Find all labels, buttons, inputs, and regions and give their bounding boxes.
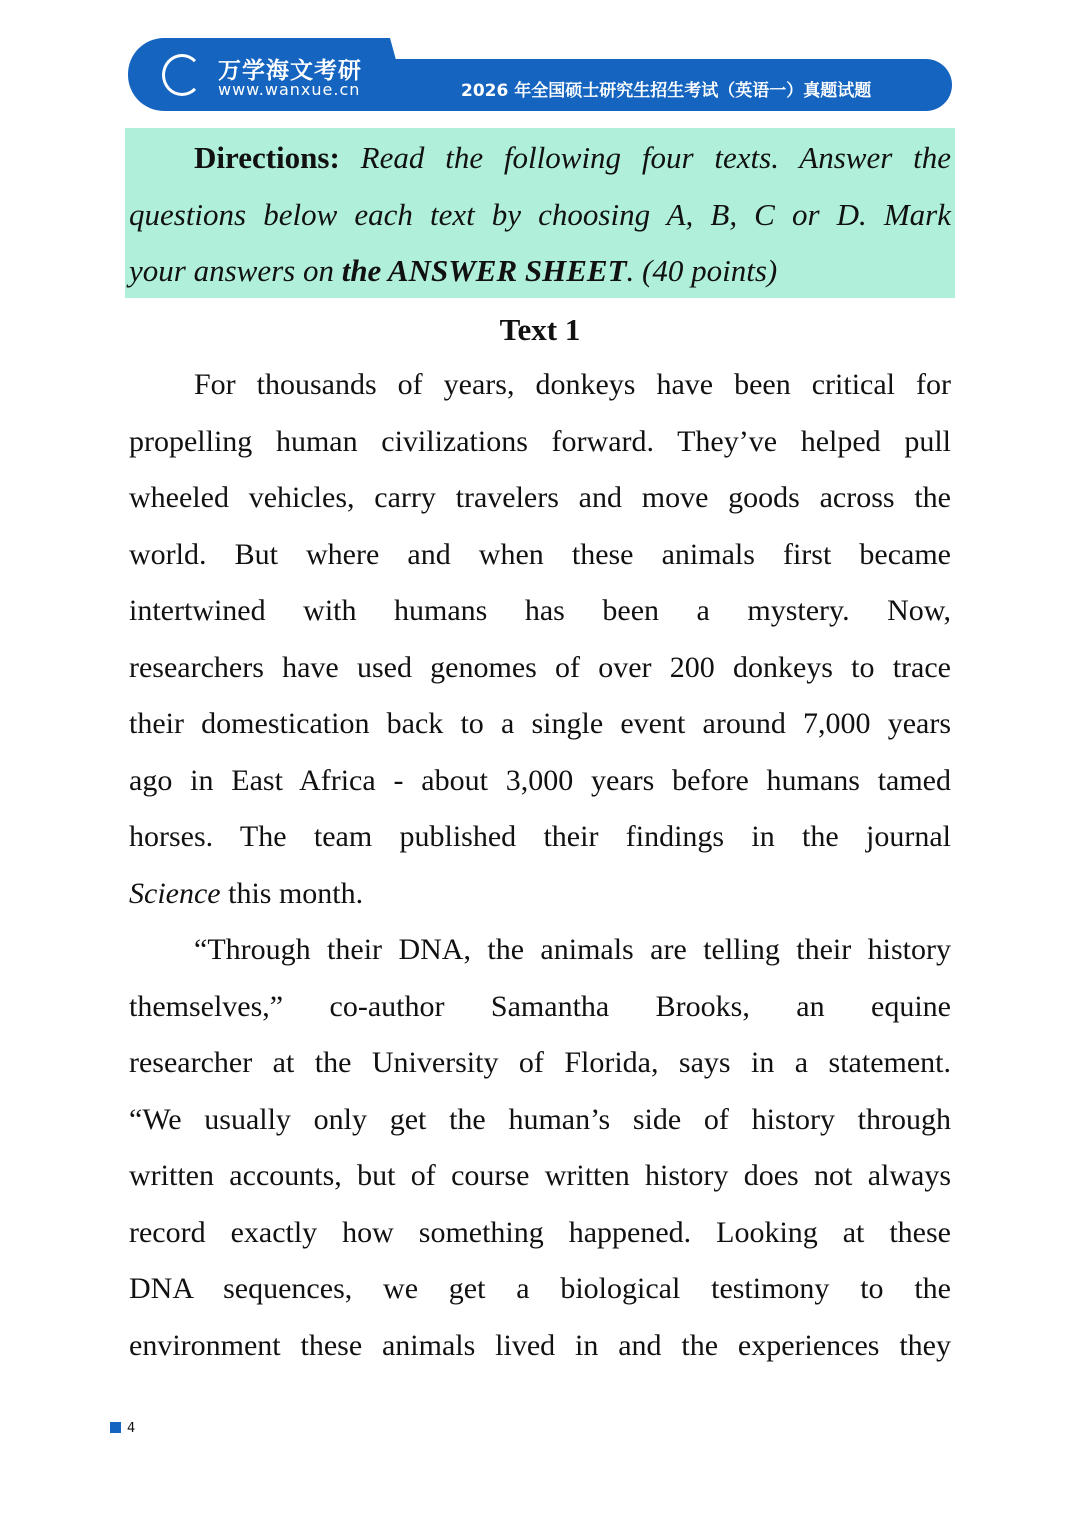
- text-line: intertwined with humans has been a mystery. Now,: [129, 594, 951, 627]
- wanxue-logo-icon: [162, 54, 202, 96]
- journal-name: Science: [129, 876, 221, 910]
- page-footer: [110, 1421, 135, 1436]
- text-line: DNA sequences, we get a biological testimony to the: [129, 1272, 951, 1305]
- text-line: [129, 874, 951, 914]
- exam-title: 2026 年全国硕士研究生招生考试（英语一）真题试题: [461, 81, 872, 101]
- text-line: researchers have used genomes of over 200 donkeys to trace: [129, 650, 951, 684]
- directions-label: Directions:: [194, 140, 340, 175]
- text-line: For thousands of years, donkeys have been critical for: [194, 368, 951, 401]
- page-number: 4: [127, 1421, 136, 1436]
- text-line: propelling human civilizations forward. They’ve helped pull: [129, 424, 951, 458]
- directions-line: questions below each text by choosing A, B, C or D. Mark: [129, 197, 951, 232]
- text-line: their domestication back to a single event around 7,000 years: [129, 707, 951, 740]
- text-fragment: this month.: [220, 876, 364, 910]
- text-line: ago in East Africa - about 3,000 years before humans tamed: [129, 763, 951, 797]
- brand-name: 万学海文考研: [218, 58, 362, 84]
- answer-sheet-text: the ANSWER SHEET: [341, 253, 627, 288]
- text-line: themselves,” co-author Samantha Brooks, an equine: [129, 989, 951, 1023]
- directions-text: Read the following four texts. Answer the: [360, 140, 952, 175]
- text-line: environment these animals lived in and the experiences they: [129, 1328, 951, 1362]
- text-line: horses. The team published their findings in the journal: [129, 820, 951, 853]
- text-line: researcher at the University of Florida, says in a statement.: [129, 1046, 951, 1079]
- directions-text: . (40 points): [626, 253, 778, 288]
- text-heading: Text 1: [499, 312, 581, 347]
- footer-square-icon: [110, 1422, 121, 1433]
- page-header: [128, 38, 952, 111]
- directions-line: [194, 138, 951, 178]
- text-line: wheeled vehicles, carry travelers and move goods across the: [129, 481, 951, 514]
- text-line: “We usually only get the human’s side of history through: [129, 1102, 951, 1136]
- directions-text: your answers on: [129, 253, 342, 288]
- text-line: record exactly how something happened. Looking at these: [129, 1215, 951, 1249]
- text-line: “Through their DNA, the animals are telling their history: [194, 933, 951, 966]
- directions-line: [129, 251, 951, 291]
- text-line: written accounts, but of course written history does not always: [129, 1159, 951, 1192]
- brand-url: www.wanxue.cn: [218, 80, 361, 99]
- text-line: world. But where and when these animals first became: [129, 537, 951, 571]
